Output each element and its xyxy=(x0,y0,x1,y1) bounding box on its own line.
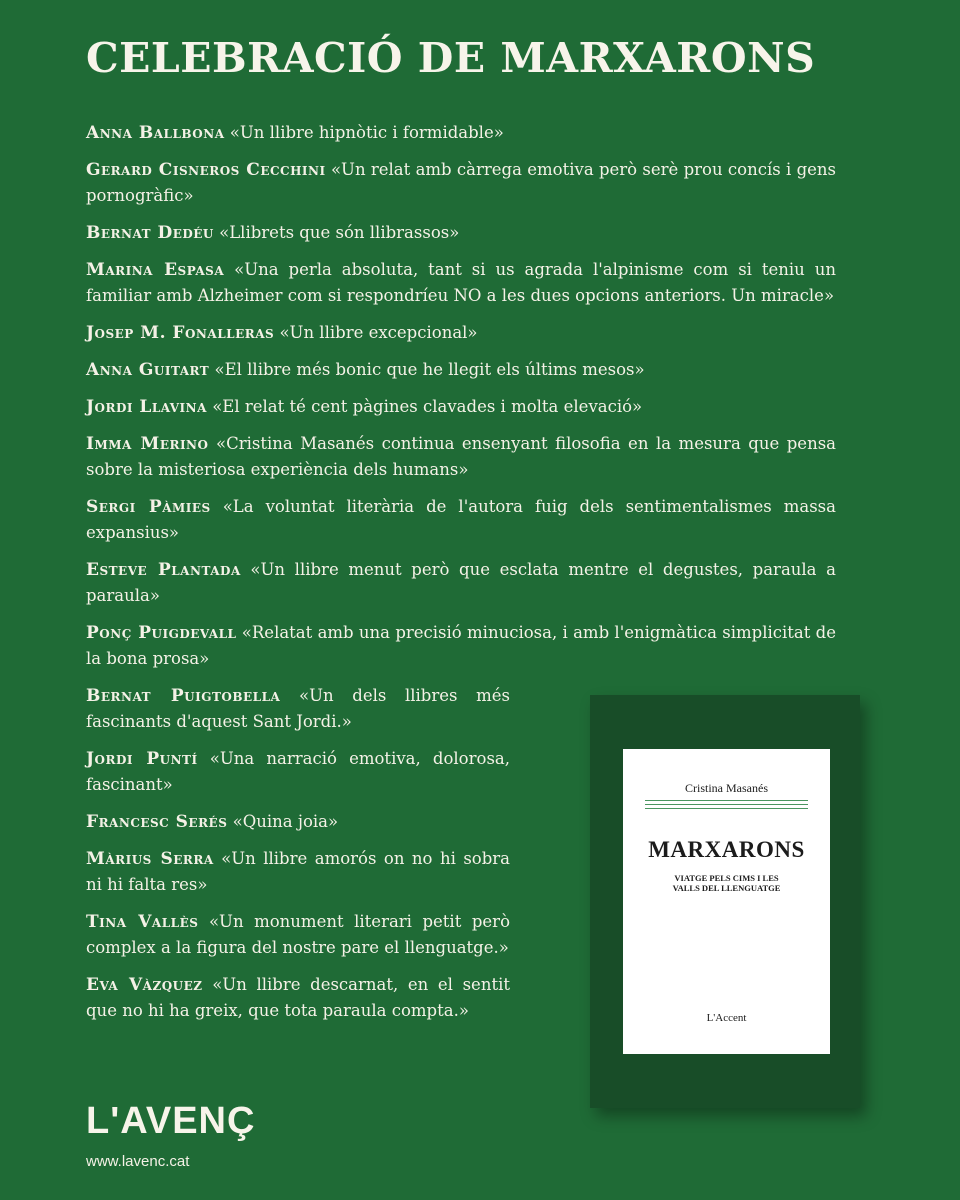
quote-author: Jordi Llavina xyxy=(86,397,207,417)
book-publisher: L'Accent xyxy=(706,1012,747,1024)
quote-item xyxy=(86,809,510,835)
book-subtitle: VIATGE PELS CIMS I LES VALLS DEL LLENGUATGE xyxy=(672,873,781,893)
quote-item xyxy=(86,120,836,146)
quote-author: Francesc Serés xyxy=(86,812,228,832)
quote-text: «Quina joia» xyxy=(232,812,339,831)
quote-author: Bernat Puigtobella xyxy=(86,686,281,706)
quote-item xyxy=(86,431,836,483)
book-author: Cristina Masanés xyxy=(685,781,768,795)
quote-item xyxy=(86,620,836,672)
quote-text: «Llibrets que són llibrassos» xyxy=(219,223,460,242)
quote-text: «Un llibre descarnat, en el sentit que no hi ha greix, que tota paraula compta.» xyxy=(86,975,510,1020)
page-title: CELEBRACIÓ DE MARXARONS xyxy=(86,34,816,82)
quote-author: Esteve Plantada xyxy=(86,560,241,580)
quote-author: Gerard Cisneros Cecchini xyxy=(86,160,326,180)
quote-text: «Una narració emotiva, dolorosa, fascinant» xyxy=(86,749,510,794)
quote-item xyxy=(86,357,836,383)
quote-author: Eva Vàzquez xyxy=(86,975,203,995)
quote-text: «El relat té cent pàgines clavades i molta elevació» xyxy=(212,397,643,416)
quote-author: Ponç Puigdevall xyxy=(86,623,237,643)
quote-text: «Un llibre amorós on no hi sobra ni hi falta res» xyxy=(86,849,511,894)
quote-item xyxy=(86,557,836,609)
website-link[interactable]: www.lavenc.cat xyxy=(86,1153,190,1170)
quote-text: «El llibre més bonic que he llegit els últims mesos» xyxy=(214,360,645,379)
quote-text: «Un llibre excepcional» xyxy=(279,323,478,342)
quote-author: Anna Guitart xyxy=(86,360,210,380)
quote-item xyxy=(86,494,836,546)
quote-author: Jordi Puntí xyxy=(86,749,198,769)
quote-text: «Una perla absoluta, tant si us agrada l'alpinisme com si teniu un familiar amb Alzheimer com si respondríeu NO a les dues opcions anteriors. Un miracle» xyxy=(86,260,836,305)
quote-author: Anna Ballbona xyxy=(86,123,225,143)
quote-author: Tina Vallès xyxy=(86,912,199,932)
quote-item xyxy=(86,972,510,1024)
quote-item xyxy=(86,683,510,735)
quote-text: «Un dels llibres més fascinants d'aquest Sant Jordi.» xyxy=(86,686,510,731)
quote-text: «Un llibre hipnòtic i formidable» xyxy=(229,123,504,142)
quote-author: Bernat Dedéu xyxy=(86,223,214,243)
book-title: MARXARONS xyxy=(648,837,805,862)
quote-item xyxy=(86,320,836,346)
quote-item xyxy=(86,909,510,961)
quote-author: Marina Espasa xyxy=(86,260,225,280)
quote-item xyxy=(86,746,510,798)
quote-text: «Un llibre menut però que esclata mentre el degustes, paraula a paraula» xyxy=(86,560,836,605)
quote-text: «Relatat amb una precisió minuciosa, i amb l'enigmàtica simplicitat de la bona prosa» xyxy=(86,623,837,668)
quote-item xyxy=(86,846,510,898)
publisher-logo: L'AVENÇ xyxy=(86,1100,256,1142)
quote-item xyxy=(86,157,836,209)
quote-item xyxy=(86,394,836,420)
cover-rule xyxy=(645,808,808,809)
quote-text: «Un monument literari petit però complex a la figura del nostre pare el llenguatge.» xyxy=(86,912,510,957)
quote-text: «La voluntat literària de l'autora fuig dels sentimentalismes massa expansius» xyxy=(86,497,836,542)
quote-author: Màrius Serra xyxy=(86,849,214,869)
cover-rule xyxy=(645,804,808,805)
quote-author: Imma Merino xyxy=(86,434,209,454)
quote-text: «Un relat amb càrrega emotiva però serè prou concís i gens pornogràfic» xyxy=(86,160,837,205)
quote-item xyxy=(86,220,836,246)
quote-author: Sergi Pàmies xyxy=(86,497,211,517)
book-cover xyxy=(590,695,860,1108)
book-cover-label xyxy=(623,749,830,1054)
quote-author: Josep M. Fonalleras xyxy=(86,323,275,343)
quote-text: «Cristina Masanés continua ensenyant filosofia en la mesura que pensa sobre la misteriosa experiència dels humans» xyxy=(86,434,836,479)
cover-rule xyxy=(645,800,808,801)
quote-item xyxy=(86,257,836,309)
